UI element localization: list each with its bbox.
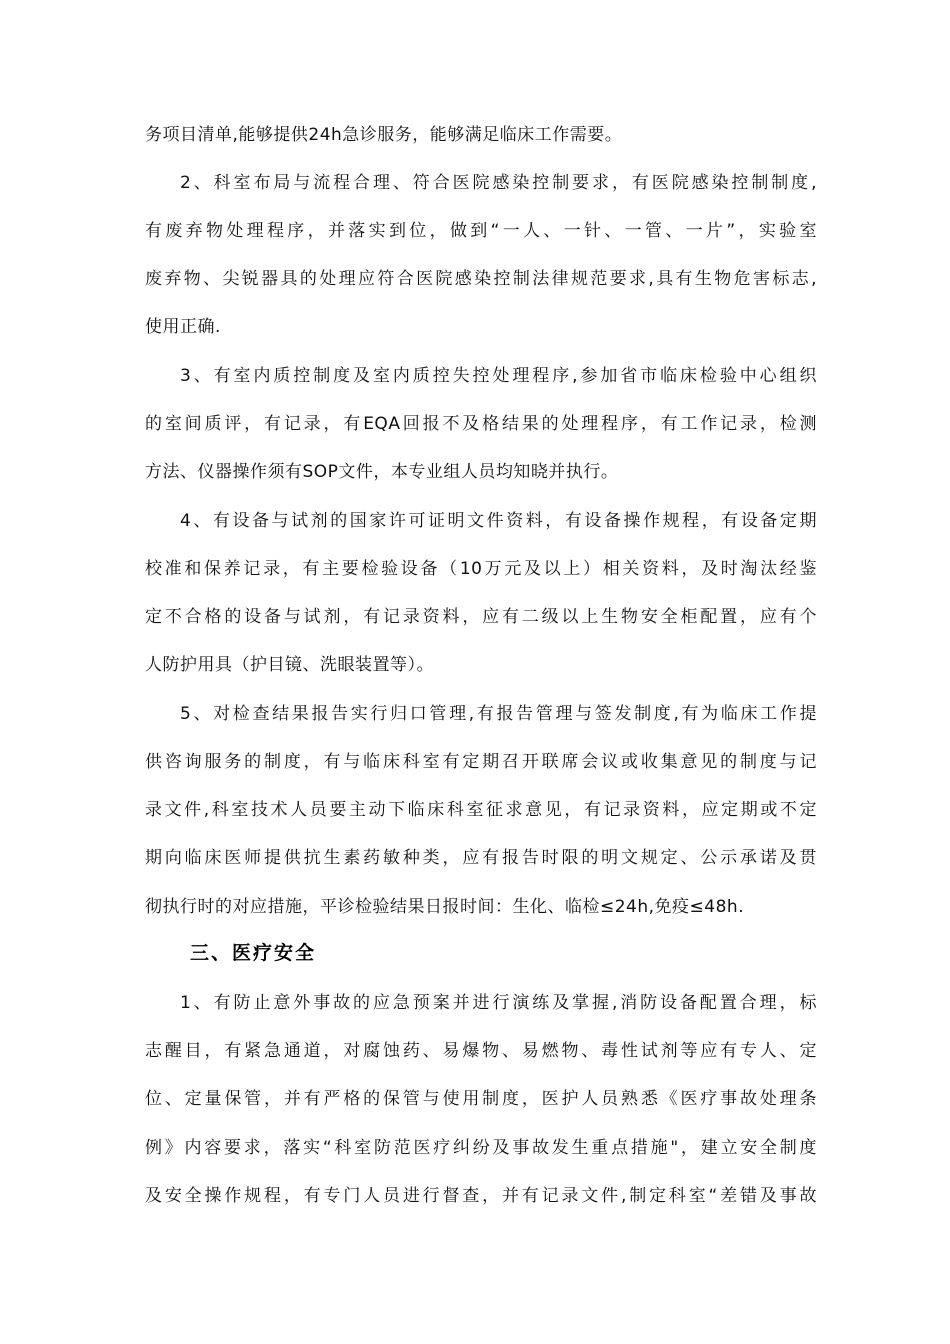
paragraph-line: 期向临床医师提供抗生素药敏种类，应有报告时限的明文规定、公示承诺及贯 <box>145 848 817 868</box>
paragraph-line: 5、对检查结果报告实行归口管理,有报告管理与签发制度,有为临床工作提 <box>180 704 817 724</box>
paragraph-line: 例》内容要求，落实“科室防范医疗纠纷及事故发生重点措施"，建立安全制度 <box>145 1138 817 1158</box>
paragraph-line: 录文件,科室技术人员要主动下临床科室征求意见，有记录资料，应定期或不定 <box>145 800 817 820</box>
paragraph-line: 务项目清单,能够提供24h急诊服务，能够满足临床工作需要。 <box>145 125 623 145</box>
paragraph-line: 校准和保养记录，有主要检验设备（10万元及以上）相关资料，及时淘汰经鉴 <box>145 559 817 579</box>
paragraph-line: 志醒目，有紧急通道，对腐蚀药、易爆物、易燃物、毒性试剂等应有专人、定 <box>145 1041 817 1061</box>
paragraph-line: 使用正确. <box>145 317 221 337</box>
section-heading: 三、医疗安全 <box>190 942 317 964</box>
paragraph-line: 定不合格的设备与试剂，有记录资料，应有二级以上生物安全柜配置，应有个 <box>145 607 817 627</box>
paragraph-line: 的室间质评，有记录，有EQA回报不及格结果的处理程序，有工作记录，检测 <box>145 414 817 434</box>
paragraph-line: 供咨询服务的制度，有与临床科室有定期召开联席会议或收集意见的制度与记 <box>145 752 817 772</box>
paragraph-line: 方法、仪器操作须有SOP文件，本专业组人员均知晓并执行。 <box>145 462 619 482</box>
paragraph-line: 4、有设备与试剂的国家许可证明文件资料，有设备操作规程，有设备定期 <box>180 511 817 531</box>
paragraph-line: 1、有防止意外事故的应急预案并进行演练及掌握,消防设备配置合理，标 <box>180 993 817 1013</box>
paragraph-line: 彻执行时的对应措施，平诊检验结果日报时间：生化、临检≤24h,免疫≤48h. <box>145 897 745 917</box>
paragraph-line: 位、定量保管，并有严格的保管与使用制度，医护人员熟悉《医疗事故处理条 <box>145 1089 817 1109</box>
paragraph-line: 及安全操作规程，有专门人员进行督查，并有记录文件,制定科室“差错及事故 <box>145 1186 817 1206</box>
paragraph-line: 废弃物、尖锐器具的处理应符合医院感染控制法律规范要求,具有生物危害标志, <box>145 269 817 289</box>
paragraph-line: 有废弃物处理程序，并落实到位，做到“一人、一针、一管、一片”，实验室 <box>145 221 817 241</box>
paragraph-line: 人防护用具（护目镜、洗眼装置等）。 <box>145 655 434 675</box>
paragraph-line: 3、有室内质控制度及室内质控失控处理程序,参加省市临床检验中心组织 <box>180 366 817 386</box>
paragraph-line: 2、科室布局与流程合理、符合医院感染控制要求，有医院感染控制制度, <box>180 173 817 193</box>
